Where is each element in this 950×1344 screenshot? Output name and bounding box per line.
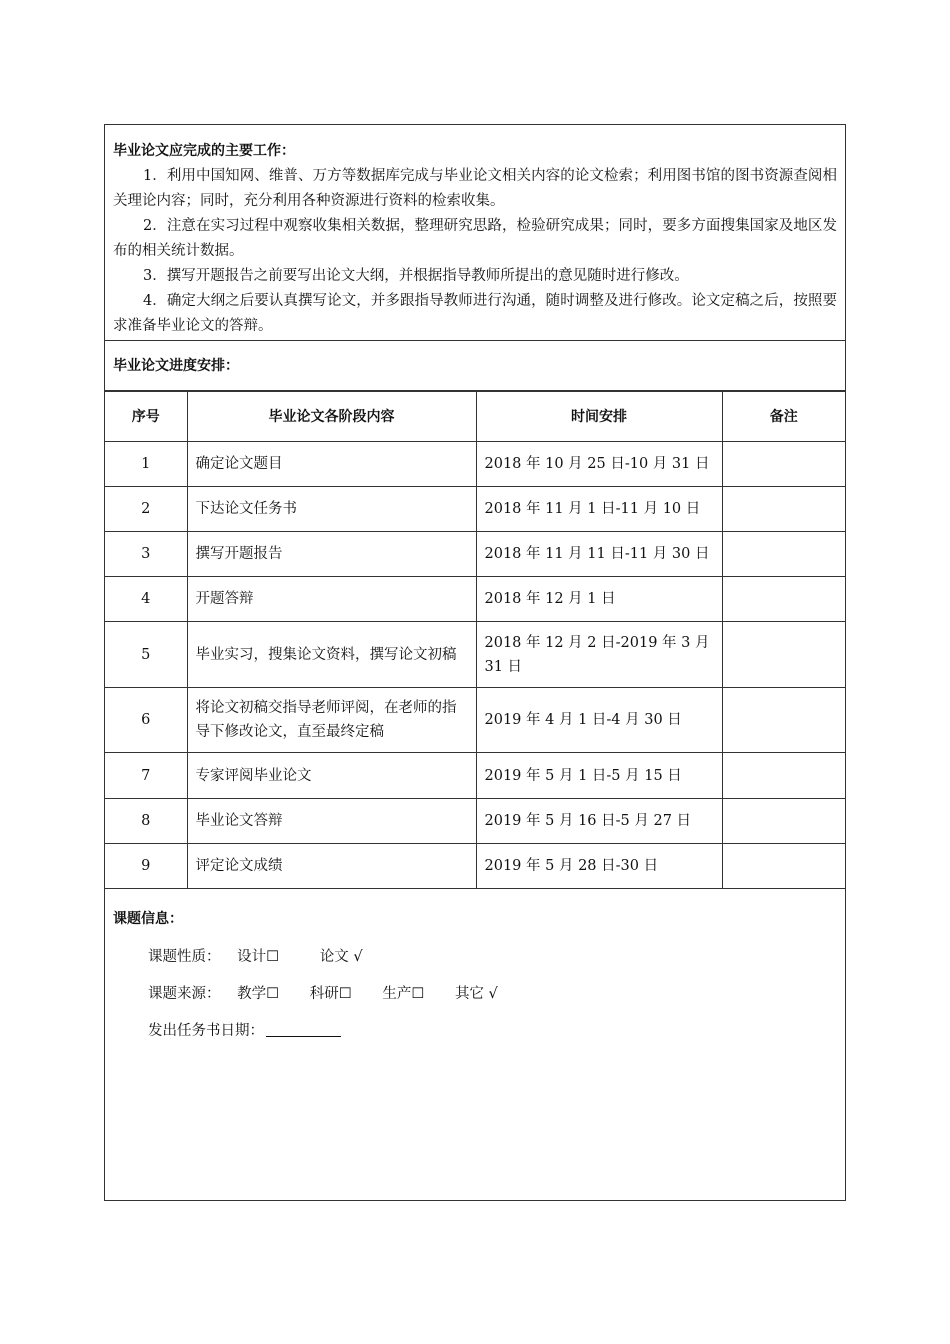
row-index: 7 <box>105 753 187 799</box>
row-index: 4 <box>105 577 187 622</box>
row-note <box>722 799 845 844</box>
table-row <box>105 442 845 487</box>
table-row <box>105 622 845 688</box>
row-content: 毕业论文答辩 <box>187 799 476 844</box>
table-header-row <box>105 392 845 442</box>
main-work-section <box>105 125 845 341</box>
row-index: 1 <box>105 442 187 487</box>
source-option-other[interactable]: 其它 √ <box>454 986 498 1002</box>
row-note <box>722 622 845 688</box>
topic-source-line <box>113 982 837 1006</box>
row-index: 3 <box>105 532 187 577</box>
main-work-heading: 毕业论文应完成的主要工作： <box>113 143 295 159</box>
row-note <box>722 442 845 487</box>
row-time: 2019 年 5 月 1 日-5 月 15 日 <box>476 753 722 799</box>
issue-date-line <box>113 1019 837 1043</box>
row-content: 确定论文题目 <box>187 442 476 487</box>
issue-date-blank[interactable] <box>266 1020 341 1037</box>
row-time: 2018 年 12 月 2 日-2019 年 3 月 31 日 <box>476 622 722 688</box>
row-time: 2018 年 12 月 1 日 <box>476 577 722 622</box>
row-content: 评定论文成绩 <box>187 844 476 889</box>
row-time: 2018 年 11 月 1 日-11 月 10 日 <box>476 487 722 532</box>
source-option-teaching[interactable]: 教学☐ <box>237 986 280 1002</box>
header-index: 序号 <box>105 392 187 442</box>
topic-info-heading: 课题信息： <box>113 911 183 927</box>
row-index: 2 <box>105 487 187 532</box>
table-row <box>105 532 845 577</box>
row-index: 8 <box>105 799 187 844</box>
topic-nature-label: 课题性质： <box>148 949 221 965</box>
row-time: 2019 年 5 月 28 日-30 日 <box>476 844 722 889</box>
topic-nature-line <box>113 945 837 969</box>
row-content: 将论文初稿交指导老师评阅，在老师的指导下修改论文，直至最终定稿 <box>187 688 476 753</box>
work-item-3: 3．撰写开题报告之前要写出论文大纲，并根据指导教师所提出的意见随时进行修改。 <box>143 268 689 284</box>
row-note <box>722 688 845 753</box>
header-note: 备注 <box>722 392 845 442</box>
table-row <box>105 487 845 532</box>
row-note <box>722 844 845 889</box>
row-time: 2019 年 5 月 16 日-5 月 27 日 <box>476 799 722 844</box>
work-item-4: 4．确定大纲之后要认真撰写论文，并多跟指导教师进行沟通，随时调整及进行修改。论文定稿之后，按照要求准备毕业论文的答辩。 <box>113 293 837 334</box>
table-row <box>105 688 845 753</box>
row-content: 毕业实习，搜集论文资料，撰写论文初稿 <box>187 622 476 688</box>
row-index: 5 <box>105 622 187 688</box>
schedule-heading: 毕业论文进度安排： <box>113 358 239 374</box>
table-row <box>105 844 845 889</box>
row-content: 撰写开题报告 <box>187 532 476 577</box>
source-option-research[interactable]: 科研☐ <box>309 986 352 1002</box>
row-index: 6 <box>105 688 187 753</box>
row-time: 2018 年 10 月 25 日-10 月 31 日 <box>476 442 722 487</box>
row-content: 下达论文任务书 <box>187 487 476 532</box>
schedule-table <box>105 391 845 889</box>
row-content: 开题答辩 <box>187 577 476 622</box>
row-note <box>722 753 845 799</box>
nature-option-design[interactable]: 设计☐ <box>237 949 280 965</box>
topic-source-label: 课题来源： <box>148 986 221 1002</box>
task-form <box>104 124 846 1201</box>
row-note <box>722 577 845 622</box>
header-content: 毕业论文各阶段内容 <box>187 392 476 442</box>
table-row <box>105 577 845 622</box>
table-row <box>105 799 845 844</box>
header-time: 时间安排 <box>476 392 722 442</box>
schedule-section <box>105 341 845 391</box>
source-option-production[interactable]: 生产☐ <box>382 986 425 1002</box>
row-note <box>722 487 845 532</box>
topic-info-section <box>105 891 845 1043</box>
work-item-2: 2．注意在实习过程中观察收集相关数据，整理研究思路，检验研究成果；同时，要多方面搜集国家及地区发布的相关统计数据。 <box>113 218 837 259</box>
issue-date-label: 发出任务书日期： <box>148 1023 264 1039</box>
row-content: 专家评阅毕业论文 <box>187 753 476 799</box>
nature-option-thesis[interactable]: 论文 √ <box>319 949 363 965</box>
row-index: 9 <box>105 844 187 889</box>
work-item-1: 1．利用中国知网、维普、万方等数据库完成与毕业论文相关内容的论文检索；利用图书馆的图书资源查阅相关理论内容；同时，充分利用各种资源进行资料的检索收集。 <box>113 168 837 209</box>
table-row <box>105 753 845 799</box>
row-time: 2018 年 11 月 11 日-11 月 30 日 <box>476 532 722 577</box>
row-note <box>722 532 845 577</box>
row-time: 2019 年 4 月 1 日-4 月 30 日 <box>476 688 722 753</box>
